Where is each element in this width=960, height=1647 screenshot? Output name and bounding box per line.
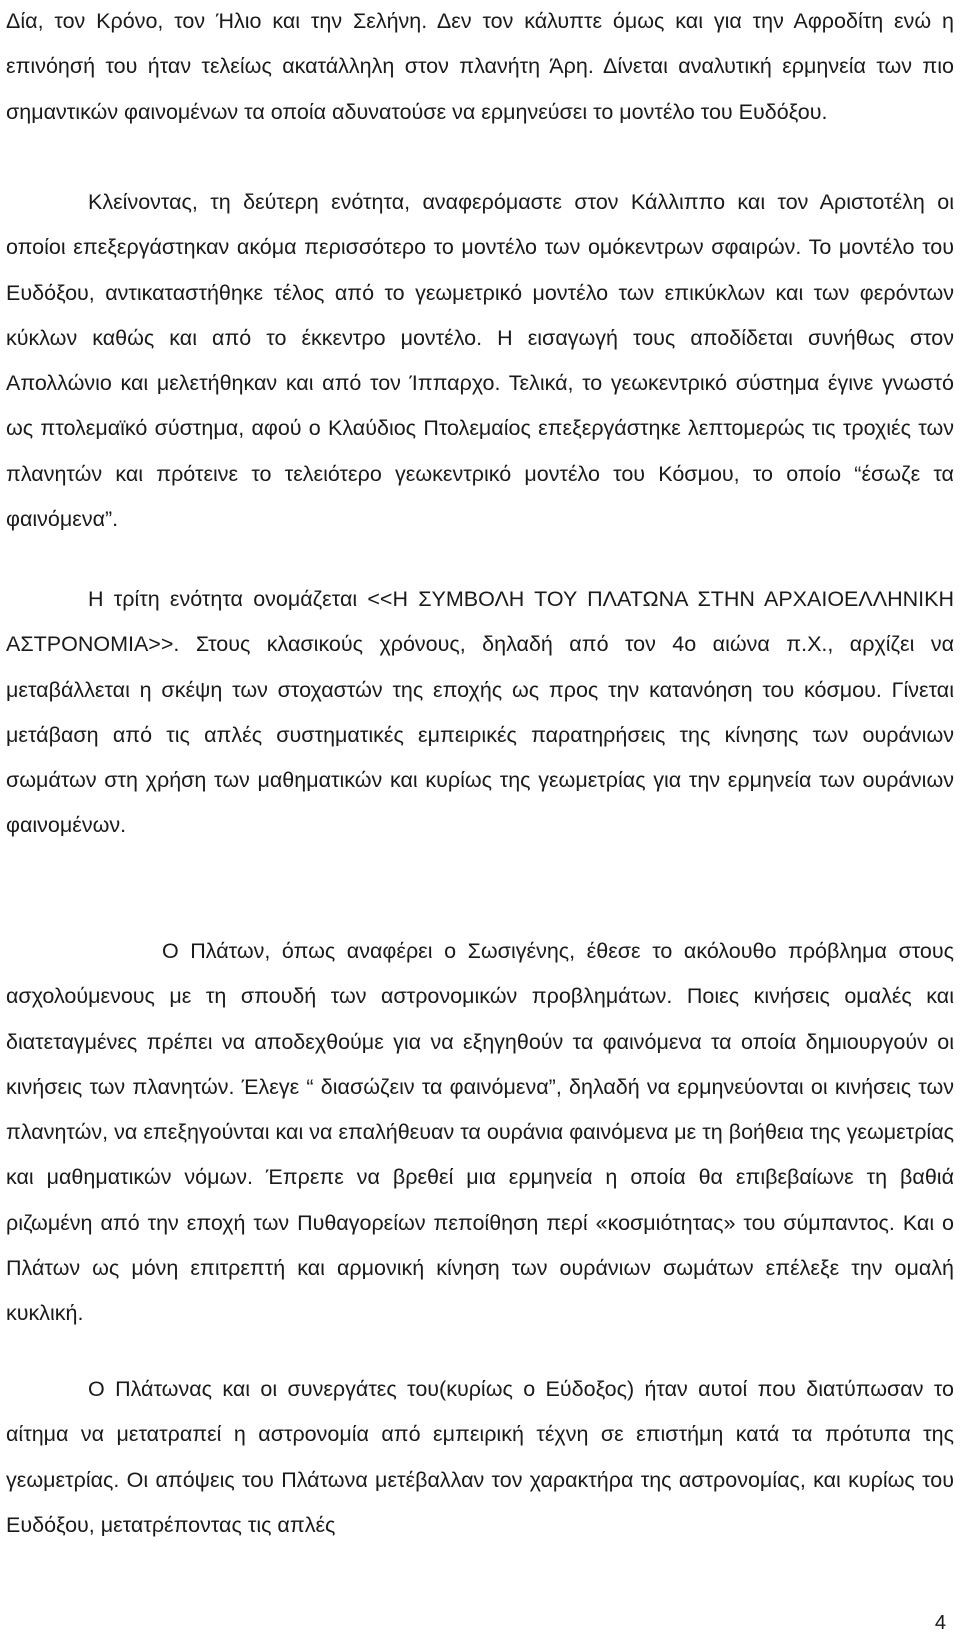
paragraph-plato-problem: Ο Πλάτων, όπως αναφέρει ο Σωσιγένης, έθεσε το ακόλουθο πρόβλημα στους ασχολούμενους με τη σπουδή των αστρονομικών προβλημάτων. Ποιες κινήσεις ομαλές και διατεταγμένες πρέπει να αποδεχθούμε για να εξηγηθούν τα φαινόμενα τα οποία δημιουργούν οι κινήσεις των πλανητών. Έλεγε “ διασώζειν τα φαινόμενα”, δηλαδή να ερμηνεύονται οι κινήσεις των πλανητών, να επεξηγούνται και να επαλήθευαν τα ουράνια φαινόμενα με τη βοήθεια της γεωμετρίας και μαθηματικών νόμων. Έπρεπε να βρεθεί μια ερμηνεία η οποία θα επιβεβαίωνε τη βαθιά ριζωμένη από την εποχή των Πυθαγορείων πεποίθηση περί «κοσμιότητας» του σύμπαντος. Και ο Πλάτων ως μόνη επιτρεπτή και αρμονική κίνηση των ουράνιων σωμάτων επέλεξε την ομαλή κυκλική.	[6, 939, 954, 1326]
paragraph-second-section-closing: Κλείνοντας, τη δεύτερη ενότητα, αναφερόμαστε στον Κάλλιππο και τον Αριστοτέλη οι οποίοι επεξεργάστηκαν ακόμα περισσότερο το μοντέλο των ομόκεντρων σφαιρών. Το μοντέλο του Ευδόξου, αντικαταστήθηκε τέλος από το γεωμετρικό μοντέλο των επικύκλων και των φερόντων κύκλων καθώς και από το έκκεντρο μοντέλο. Η εισαγωγή τους αποδίδεται συνήθως στον Απολλώνιο και μελετήθηκαν και από τον Ίππαρχο. Τελικά, το γεωκεντρικό σύστημα έγινε γνωστό ως πτολεμαϊκό σύστημα, αφού ο Κλαύδιος Πτολεμαίος επεξεργάστηκε λεπτομερώς τις τροχιές των πλανητών και πρότεινε το τελειότερο γεωκεντρικό μοντέλο του Κόσμου, το οποίο “έσωζε τα φαινόμενα”.	[6, 190, 954, 532]
page-number: 4	[934, 1612, 946, 1634]
paragraph-third-section-intro: Η τρίτη ενότητα ονομάζεται <<Η ΣΥΜΒΟΛΗ ΤΟΥ ΠΛΑΤΩΝΑ ΣΤΗΝ ΑΡΧΑΙΟΕΛΛΗΝΙΚΗ ΑΣΤΡΟΝΟΜΙΑ>>. Στους κλασικούς χρόνους, δηλαδή από τον 4ο αιώνα π.Χ., αρχίζει να μεταβάλλεται η σκέψη των στοχαστών της εποχής ως προς την κατανόηση του κόσμου. Γίνεται μετάβαση από τις απλές συστηματικές εμπειρικές παρατηρήσεις της κίνησης των ουράνιων σωμάτων στη χρήση των μαθηματικών και κυρίως της γεωμετρίας για την ερμηνεία των ουράνιων φαινομένων.	[6, 587, 954, 838]
paragraph-eudoxus-limits: Δία, τον Κρόνο, τον Ήλιο και την Σελήνη. Δεν τον κάλυπτε όμως και για την Αφροδίτη ενώ η επινόησή του ήταν τελείως ακατάλληλη στον πλανήτη Άρη. Δίνεται αναλυτική ερμηνεία των πιο σημαντικών φαινομένων τα οποία αδυνατούσε να ερμηνεύσει το μοντέλο του Ευδόξου.	[6, 9, 954, 124]
paragraph-plato-collaborators: Ο Πλάτωνας και οι συνεργάτες του(κυρίως ο Εύδοξος) ήταν αυτοί που διατύπωσαν το αίτημα να μετατραπεί η αστρονομία από εμπειρική τέχνη σε επιστήμη κατά τα πρότυπα της γεωμετρίας. Οι απόψεις του Πλάτωνα μετέβαλλαν τον χαρακτήρα της αστρονομίας, και κυρίως του Ευδόξου, μετατρέποντας τις απλές	[6, 1377, 954, 1537]
